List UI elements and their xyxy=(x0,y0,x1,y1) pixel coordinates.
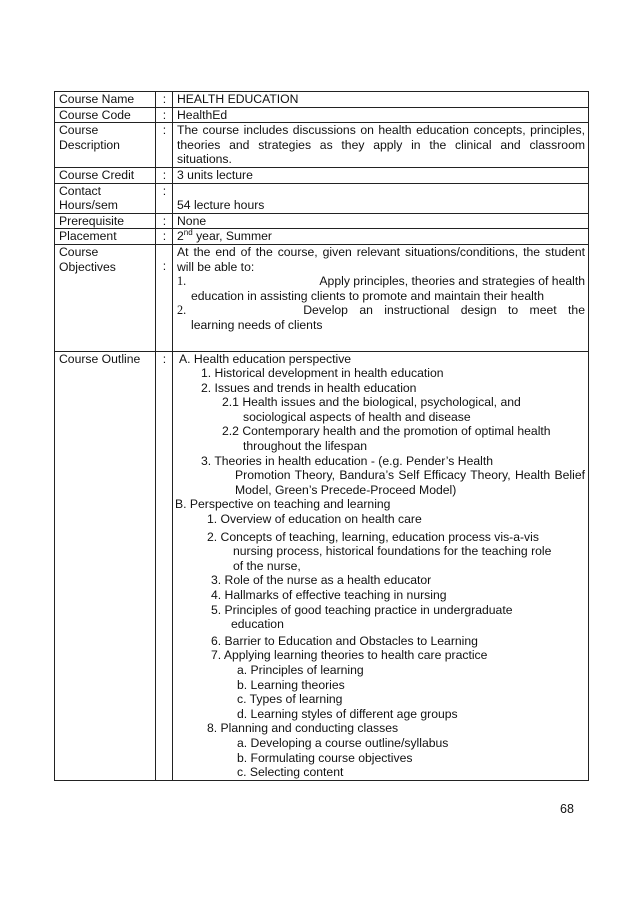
course-objectives-value xyxy=(173,244,589,351)
contact-hours-value xyxy=(173,183,589,213)
objectives-intro: At the end of the course, given relevant situations/conditions, the student will be able to: xyxy=(177,244,585,274)
outline-subitem-cont: sociological aspects of health and disease xyxy=(243,409,471,424)
course-credit-label: Course Credit xyxy=(55,167,156,183)
label-line: Course xyxy=(59,244,99,259)
outline-item: 7. Applying learning theories to health care practice xyxy=(211,648,488,663)
course-objectives-label xyxy=(55,244,156,351)
colon xyxy=(156,244,173,351)
outline-item: 4. Hallmarks of effective teaching in nursing xyxy=(211,588,447,602)
label-line: Description xyxy=(59,137,120,152)
colon: : xyxy=(156,107,173,123)
outline-item: 2. Concepts of teaching, learning, education process vis-a-vis xyxy=(207,529,539,544)
blank-line xyxy=(160,245,169,259)
outline-item-cont: Promotion Theory, Bandura’s Self Efficacy Theory, Health Belief Model, Green’s Precede-Proceed Model) xyxy=(235,468,585,497)
outline-item-cont: education xyxy=(231,617,284,632)
colon: : xyxy=(156,92,173,108)
row-course-code xyxy=(55,107,589,123)
placement-value xyxy=(173,229,589,245)
label-line: Objectives xyxy=(59,259,116,274)
course-code-value: HealthEd xyxy=(173,107,589,123)
blank-line xyxy=(177,184,585,198)
colon: : xyxy=(156,167,173,183)
colon: : xyxy=(156,123,173,168)
course-name-value: HEALTH EDUCATION xyxy=(173,92,589,108)
row-prerequisite xyxy=(55,213,589,229)
outline-item: 3. Theories in health education - (e.g. Pender’s Health xyxy=(201,453,494,468)
outline-subitem: a. Developing a course outline/syllabus xyxy=(237,735,449,750)
page-number: 68 xyxy=(560,802,574,816)
course-outline-value xyxy=(173,351,589,780)
outline-subitem: a. Principles of learning xyxy=(237,662,364,677)
course-credit-value: 3 units lecture xyxy=(173,167,589,183)
outline-subitem: 2.2 Contemporary health and the promotion of optimal health xyxy=(222,424,551,439)
outline-item: 1. Historical development in health education xyxy=(201,366,444,381)
placement-sup: nd xyxy=(183,228,193,238)
outline-item-cont: of the nurse, xyxy=(233,558,301,573)
placement-num: 2 xyxy=(177,229,184,244)
outline-subitem: c. Selecting content xyxy=(237,765,344,780)
row-course-name xyxy=(55,92,589,108)
colon-text: : xyxy=(162,258,167,273)
outline-section: A. Health education perspective xyxy=(179,351,352,366)
outline-subitem: b. Formulating course objectives xyxy=(237,750,413,765)
row-course-objectives xyxy=(55,244,589,351)
contact-hours-text: 54 lecture hours xyxy=(177,197,265,212)
outline-section: B. Perspective on teaching and learning xyxy=(175,497,391,512)
outline-subitem-cont: throughout the lifespan xyxy=(243,439,367,454)
outline-subitem: 2.1 Health issues and the biological, psychological, and xyxy=(222,395,521,410)
row-course-outline xyxy=(55,351,589,780)
outline-item: 2. Issues and trends in health education xyxy=(201,380,417,395)
course-name-label: Course Name xyxy=(55,92,156,108)
row-placement xyxy=(55,229,589,245)
outline-item: 8. Planning and conducting classes xyxy=(207,721,399,736)
objective-text-cont: education in assisting clients to promote and maintain their health xyxy=(191,288,544,303)
course-code-label: Course Code xyxy=(55,107,156,123)
course-description-value: The course includes discussions on health education concepts, principles, theories and strategies as they apply in the clinical and classroom situations. xyxy=(173,123,589,168)
objective-item xyxy=(177,303,585,318)
row-contact-hours xyxy=(55,183,589,213)
objective-item xyxy=(177,274,585,289)
objective-number: 2. xyxy=(177,303,187,318)
syllabus-table xyxy=(54,91,589,781)
contact-hours-label xyxy=(55,183,156,213)
outline-item: 3. Role of the nurse as a health educator xyxy=(211,573,432,588)
row-course-credit xyxy=(55,167,589,183)
objective-number: 1. xyxy=(177,274,187,289)
outline-item: 6. Barrier to Education and Obstacles to Learning xyxy=(211,633,478,648)
outline-subitem: b. Learning theories xyxy=(237,677,345,692)
label-line: Course xyxy=(59,123,99,138)
prerequisite-label: Prerequisite xyxy=(55,213,156,229)
outline-item: 1. Overview of education on health care xyxy=(207,512,422,527)
colon: : xyxy=(156,229,173,245)
prerequisite-value: None xyxy=(173,213,589,229)
outline-subitem: c. Types of learning xyxy=(237,692,343,707)
outline-item-cont: nursing process, historical foundations for the teaching role xyxy=(233,544,552,559)
objective-text-cont: learning needs of clients xyxy=(191,317,323,332)
colon: : xyxy=(156,351,173,780)
colon: : xyxy=(156,183,173,213)
colon: : xyxy=(156,213,173,229)
objective-text: Develop an instructional design to meet the xyxy=(303,303,585,318)
outline-item: 5. Principles of good teaching practice in undergraduate xyxy=(211,602,513,617)
row-course-description xyxy=(55,123,589,168)
placement-rest: year, Summer xyxy=(192,229,272,244)
label-line: Hours/sem xyxy=(59,198,118,213)
outline-subitem: d. Learning styles of different age groups xyxy=(237,706,458,721)
objective-text: Apply principles, theories and strategies of health xyxy=(319,274,585,289)
course-description-label xyxy=(55,123,156,168)
placement-label: Placement xyxy=(55,229,156,245)
course-outline-label: Course Outline xyxy=(55,351,156,780)
label-line: Contact xyxy=(59,183,102,198)
